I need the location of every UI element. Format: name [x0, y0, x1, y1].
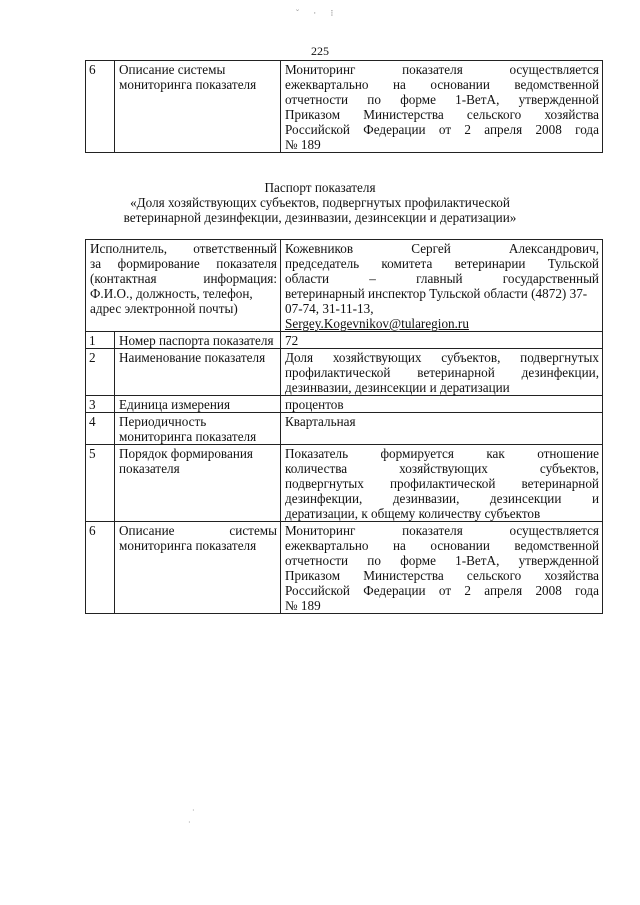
- value-line: председатель комитета ветеринарии Тульской: [285, 256, 599, 271]
- label-line: Ф.И.О., должность, телефон, адрес электронной почты): [90, 286, 253, 316]
- row-number: 5: [86, 445, 115, 522]
- value-line: отчетности по форме 1-ВетА, утвержденной: [285, 92, 599, 107]
- value-line: Показатель формируется как отношение: [285, 446, 599, 461]
- row-label: Наименование показателя: [115, 349, 281, 396]
- scan-speck: ·: [188, 818, 191, 827]
- row-number: 2: [86, 349, 115, 396]
- row-label: Периодичность мониторинга показателя: [115, 413, 281, 445]
- value-line: Мониторинг показателя осуществляется: [285, 523, 599, 538]
- value-line: Кожевников Сергей Александрович,: [285, 241, 599, 256]
- row-number: 6: [86, 61, 115, 153]
- value-line: Приказом Министерства сельского хозяйства: [285, 568, 599, 583]
- page-number: 225: [311, 44, 329, 58]
- label-line: (контактная информация:: [90, 271, 277, 286]
- value-line: дезинвазии, дезинсекции и дератизации: [285, 380, 510, 395]
- table-row-executor: [86, 240, 603, 332]
- label-line: мониторинга показателя: [119, 538, 257, 553]
- value-line: отчетности по форме 1-ВетА, утвержденной: [285, 553, 599, 568]
- value-line: дезинфекции, дезинвазии, дезинсекции и: [285, 491, 599, 506]
- continuation-table: [85, 60, 603, 153]
- value-line: количества хозяйствующих субъектов,: [285, 461, 599, 476]
- executor-value: [281, 240, 603, 332]
- row-number: 4: [86, 413, 115, 445]
- row-label: Описание системы мониторинга показателя: [115, 61, 281, 153]
- row-value: [281, 445, 603, 522]
- label-line: Описание системы: [119, 523, 277, 538]
- passport-table: [85, 239, 603, 614]
- scan-speck: ·: [192, 806, 195, 815]
- value-line: области – главный государственный: [285, 271, 599, 286]
- label-line: Исполнитель, ответственный: [90, 241, 277, 256]
- value-line: ежеквартально на основании ведомственной: [285, 77, 599, 92]
- value-line: № 189: [285, 137, 321, 152]
- passport-subtitle-line: ветеринарной дезинфекции, дезинвазии, дезинсекции и дератизации»: [123, 210, 517, 225]
- value-line: ветеринарный инспектор Тульской области (4872) 37-07-74, 31-11-13,: [285, 286, 588, 316]
- value-line: профилактической ветеринарной дезинфекции,: [285, 365, 599, 380]
- table-row: [86, 332, 603, 349]
- value-line: подвергнутых профилактической ветеринарной: [285, 476, 599, 491]
- value-line: ежеквартально на основании ведомственной: [285, 538, 599, 553]
- row-number: 6: [86, 522, 115, 614]
- row-label: Порядок формирования показателя: [115, 445, 281, 522]
- table-row: [86, 61, 603, 153]
- table-row: [86, 349, 603, 396]
- row-value: Квартальная: [281, 413, 603, 445]
- value-line: Мониторинг показателя осуществляется: [285, 62, 599, 77]
- row-label: Единица измерения: [115, 396, 281, 413]
- row-label: Номер паспорта показателя: [115, 332, 281, 349]
- label-line: за формирование показателя: [90, 256, 277, 271]
- row-label: [115, 522, 281, 614]
- row-value: [281, 522, 603, 614]
- row-number: 3: [86, 396, 115, 413]
- row-number: 1: [86, 332, 115, 349]
- value-line: Доля хозяйствующих субъектов, подвергнутых: [285, 350, 599, 365]
- table-row: [86, 396, 603, 413]
- executor-label: [86, 240, 281, 332]
- value-line: № 189: [285, 598, 321, 613]
- passport-heading: [60, 180, 580, 225]
- table-row: [86, 413, 603, 445]
- row-value: процентов: [281, 396, 603, 413]
- value-line: Приказом Министерства сельского хозяйства: [285, 107, 599, 122]
- passport-title: Паспорт показателя: [264, 180, 376, 195]
- email-link[interactable]: Sergey.Kogevnikov@tularegion.ru: [285, 316, 469, 331]
- row-value: [281, 61, 603, 153]
- table-row: [86, 522, 603, 614]
- row-value: 72: [281, 332, 603, 349]
- value-line: Российской Федерации от 2 апреля 2008 года: [285, 122, 599, 137]
- scan-specks: ˘ · ⁝: [296, 8, 340, 18]
- row-value: [281, 349, 603, 396]
- passport-subtitle-line: «Доля хозяйствующих субъектов, подвергнутых профилактической: [130, 195, 510, 210]
- table-row: [86, 445, 603, 522]
- value-line: дератизации, к общему количеству субъектов: [285, 506, 541, 521]
- value-line: Российской Федерации от 2 апреля 2008 года: [285, 583, 599, 598]
